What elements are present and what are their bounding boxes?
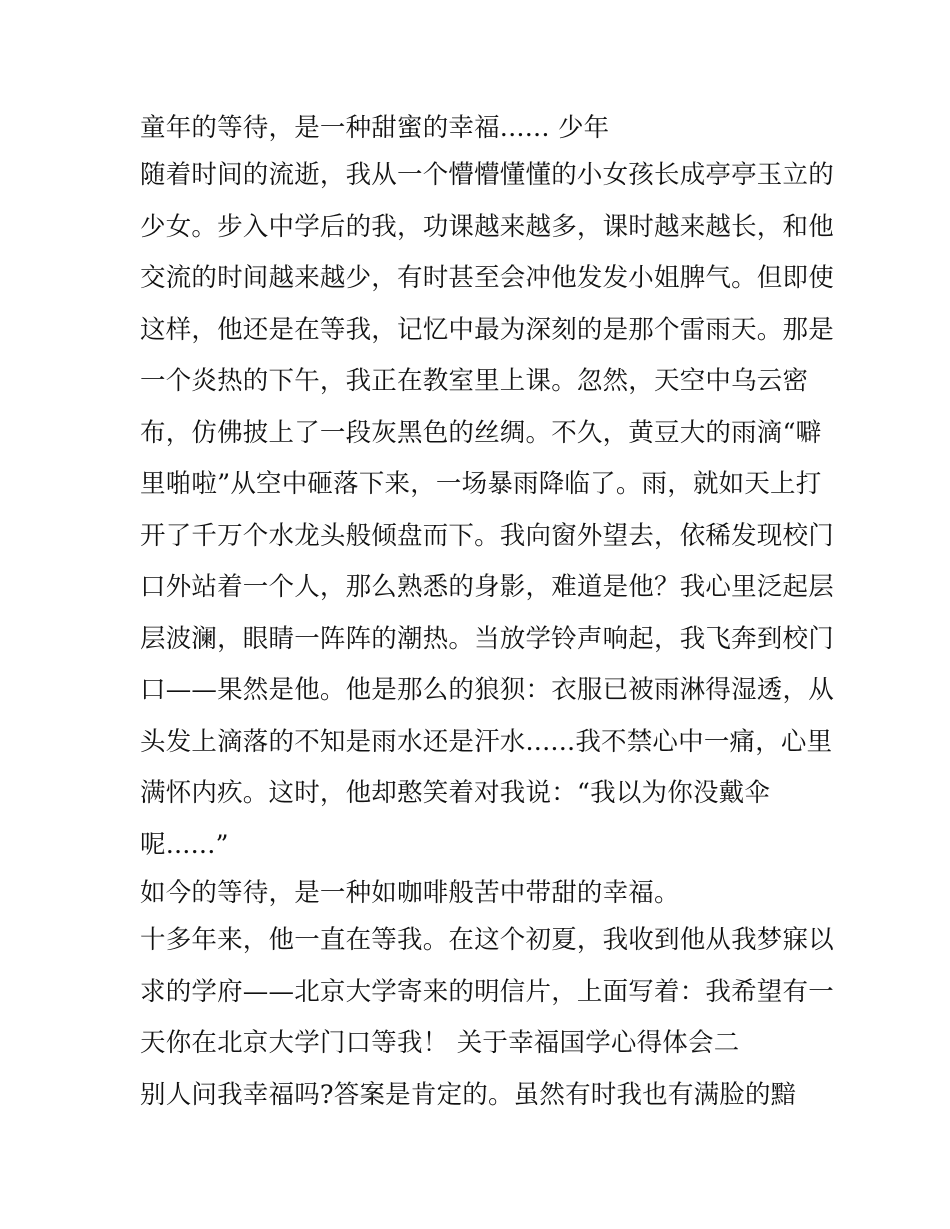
text-line: 层波澜，眼睛一阵阵的潮热。当放学铃声响起，我飞奔到校门 <box>140 623 834 654</box>
text-line: 天你在北京大学门口等我！ 关于幸福国学心得体会二 <box>140 1028 740 1058</box>
text-line: 十多年来，他一直在等我。在这个初夏，我收到他从我梦寐以 <box>140 925 834 955</box>
text-line: 布，仿佛披上了一段灰黑色的丝绸。不久，黄豆大的雨滴“噼 <box>140 417 822 448</box>
text-line: 交流的时间越来越少，有时甚至会冲他发发小姐脾气。但即使 <box>140 263 834 293</box>
text-line: 呢......” <box>140 829 229 860</box>
text-line: 头发上滴落的不知是雨水还是汗水......我不禁心中一痛，心里 <box>140 726 833 757</box>
text-line: 求的学府——北京大学寄来的明信片，上面写着：我希望有一 <box>140 976 834 1007</box>
text-line: 里啪啦”从空中砸落下来，一场暴雨降临了。雨，就如天上打 <box>140 469 822 499</box>
text-line: 如今的等待，是一种如咖啡般苦中带甜的幸福。 <box>140 878 680 908</box>
text-line: 别人问我幸福吗?答案是肯定的。虽然有时我也有满脸的黯 <box>140 1079 797 1110</box>
text-line: 开了千万个水龙头般倾盘而下。我向窗外望去，依稀发现校门 <box>140 520 834 551</box>
text-line: 口——果然是他。他是那么的狼狈：衣服已被雨淋得湿透，从 <box>140 675 834 705</box>
body-text <box>140 106 834 1121</box>
text-line: 少女。步入中学后的我，功课越来越多，课时越来越长，和他 <box>140 211 834 242</box>
text-line: 这样，他还是在等我，记忆中最为深刻的是那个雷雨天。那是 <box>140 314 834 345</box>
text-line: 一个炎热的下午，我正在教室里上课。忽然，天空中乌云密 <box>140 366 809 396</box>
text-line: 随着时间的流逝，我从一个懵懵懂懂的小女孩长成亭亭玉立的 <box>140 160 834 190</box>
text-line: 满怀内疚。这时，他却憨笑着对我说：“我以为你没戴伞 <box>140 778 771 808</box>
text-line: 童年的等待，是一种甜蜜的幸福...... 少年 <box>140 113 610 143</box>
text-line: 口外站着一个人，那么熟悉的身影，难道是他？我心里泛起层 <box>140 572 834 602</box>
